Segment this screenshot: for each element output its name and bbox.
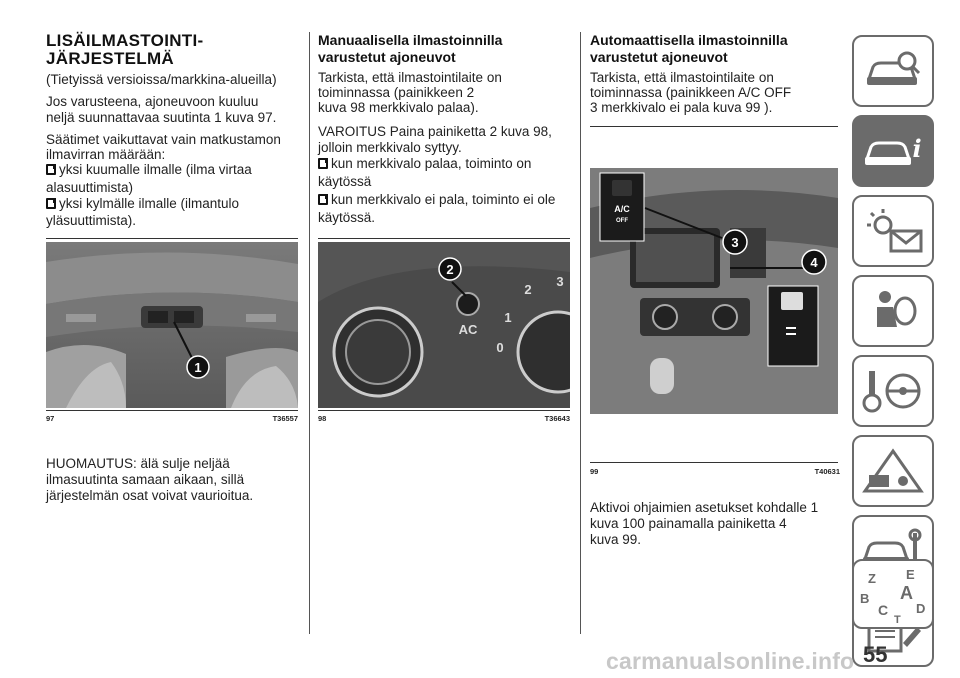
callout-2: 2 bbox=[446, 262, 454, 277]
title-line-2: JÄRJESTELMÄ bbox=[46, 49, 174, 68]
divider bbox=[46, 238, 298, 239]
note-line: HUOMAUTUS: älä sulje neljää bbox=[46, 456, 230, 471]
paragraph-line: Tarkista, että ilmastointilaite on bbox=[318, 70, 502, 85]
paragraph-line: Tarkista, että ilmastointilaite on bbox=[590, 70, 774, 85]
figure-number: 99 bbox=[590, 467, 599, 476]
divider bbox=[318, 410, 570, 411]
figure-98-photo bbox=[318, 242, 570, 408]
fan-speed-2: 2 bbox=[524, 282, 532, 297]
paragraph-line: toiminnassa (painikkeen 2 bbox=[318, 85, 475, 100]
section-title bbox=[46, 32, 203, 68]
figure-code: T36643 bbox=[544, 414, 570, 423]
figure-number: 97 bbox=[46, 414, 55, 423]
car-info-icon bbox=[861, 129, 925, 173]
note-line: järjestelmän osat voivat vaurioitua. bbox=[46, 488, 254, 503]
light-message-icon bbox=[861, 207, 925, 255]
checkbox-bullet-icon bbox=[46, 164, 56, 175]
subsection-title bbox=[590, 32, 788, 66]
bullet-text: kun merkkivalo ei pala, toiminto ei ole bbox=[331, 192, 556, 207]
title-line-1: Manuaalisella ilmastoinnilla bbox=[318, 32, 503, 48]
letter-t: T bbox=[894, 614, 901, 626]
callout-1: 1 bbox=[194, 360, 202, 375]
paragraph-line: Säätimet vaikuttavat vain matkustamon bbox=[46, 132, 281, 147]
paragraph-line: käytössä. bbox=[318, 210, 376, 225]
subsection-title bbox=[318, 32, 502, 66]
ac-label: AC bbox=[458, 322, 478, 337]
letter-z: Z bbox=[868, 571, 876, 586]
column-separator bbox=[309, 32, 310, 634]
versions-note: (Tietyissä versioissa/markkina-alueilla) bbox=[46, 72, 277, 87]
title-line-1: Automaattisella ilmastoinnilla bbox=[590, 32, 788, 48]
title-line-1: LISÄILMASTOINTI- bbox=[46, 31, 204, 50]
checkbox-bullet-icon bbox=[318, 194, 328, 205]
fan-speed-0: 0 bbox=[496, 340, 504, 355]
off-label: OFF bbox=[616, 218, 628, 224]
tab-car-search[interactable] bbox=[852, 35, 934, 107]
paragraph-line: 3 merkkivalo ei pala kuva 99 ). bbox=[590, 100, 773, 115]
paragraph-line: käytössä bbox=[318, 174, 372, 189]
tab-airbag-seat[interactable] bbox=[852, 275, 934, 347]
paragraph-line: Jos varusteena, ajoneuvoon kuuluu bbox=[46, 94, 259, 109]
tab-alphabet-index[interactable] bbox=[852, 559, 934, 629]
paragraph-line: yläsuuttimista). bbox=[46, 213, 137, 228]
paragraph-line: toiminnassa (painikkeen A/C OFF bbox=[590, 85, 792, 100]
divider bbox=[318, 238, 570, 239]
airbag-seat-icon bbox=[863, 287, 923, 335]
paragraph-line: neljä suunnattavaa suutinta 1 kuva 97. bbox=[46, 110, 277, 125]
paragraph-line: kuva 100 painamalla painiketta 4 bbox=[590, 516, 787, 531]
letter-a: A bbox=[900, 583, 913, 603]
paragraph-line: ilmavirran määrään: bbox=[46, 147, 166, 162]
paragraph-line: kuva 98 merkkivalo palaa). bbox=[318, 100, 479, 115]
car-search-icon bbox=[863, 49, 923, 93]
paragraph-line: kuva 99. bbox=[590, 532, 642, 547]
callout-3: 3 bbox=[731, 235, 739, 250]
figure-code: T36557 bbox=[272, 414, 298, 423]
ac-label: A/C bbox=[614, 204, 630, 214]
tab-car-info[interactable] bbox=[852, 115, 934, 187]
divider bbox=[590, 462, 838, 463]
paragraph-line: jolloin merkkivalo syttyy. bbox=[318, 140, 462, 155]
bullet-item bbox=[46, 162, 252, 178]
page-number: 55 bbox=[863, 642, 888, 667]
paragraph-line: alasuuttimista) bbox=[46, 180, 134, 195]
letter-e: E bbox=[906, 567, 915, 582]
alphabet-index-icon bbox=[854, 561, 932, 627]
svg-text:i: i bbox=[912, 134, 922, 163]
warning-breakdown-icon bbox=[861, 447, 925, 495]
bullet-item bbox=[46, 196, 239, 212]
tab-warning-breakdown[interactable] bbox=[852, 435, 934, 507]
bullet-text: yksi kylmälle ilmalle (ilmantulo bbox=[59, 196, 240, 211]
fan-speed-1: 1 bbox=[504, 310, 512, 325]
key-steering-icon bbox=[861, 367, 925, 415]
paragraph-line: Aktivoi ohjaimien asetukset kohdalle 1 bbox=[590, 500, 819, 515]
bullet-text: yksi kuumalle ilmalle (ilma virtaa bbox=[59, 162, 252, 177]
divider bbox=[590, 126, 838, 127]
letter-d: D bbox=[916, 601, 926, 616]
divider bbox=[46, 410, 298, 411]
tab-light-message[interactable] bbox=[852, 195, 934, 267]
figure-number: 98 bbox=[318, 414, 327, 423]
note-line: ilmasuutinta samaan aikaan, sillä bbox=[46, 472, 245, 487]
column-separator bbox=[580, 32, 581, 634]
figure-99-photo bbox=[590, 168, 838, 414]
title-line-2: varustetut ajoneuvot bbox=[318, 49, 456, 65]
letter-c: C bbox=[878, 602, 889, 618]
bullet-item bbox=[318, 156, 531, 172]
callout-4: 4 bbox=[810, 255, 818, 270]
letter-b: B bbox=[860, 591, 870, 606]
fan-speed-3: 3 bbox=[556, 274, 564, 289]
figure-code: T40631 bbox=[814, 467, 840, 476]
paragraph-line: VAROITUS Paina painiketta 2 kuva 98, bbox=[318, 124, 552, 139]
figure-97-photo bbox=[46, 242, 298, 408]
bullet-text: kun merkkivalo palaa, toiminto on bbox=[331, 156, 532, 171]
tab-key-steering[interactable] bbox=[852, 355, 934, 427]
bullet-item bbox=[318, 192, 555, 208]
checkbox-bullet-icon bbox=[46, 198, 56, 209]
watermark: carmanualsonline.info bbox=[606, 648, 855, 674]
title-line-2: varustetut ajoneuvot bbox=[590, 49, 728, 65]
checkbox-bullet-icon bbox=[318, 158, 328, 169]
